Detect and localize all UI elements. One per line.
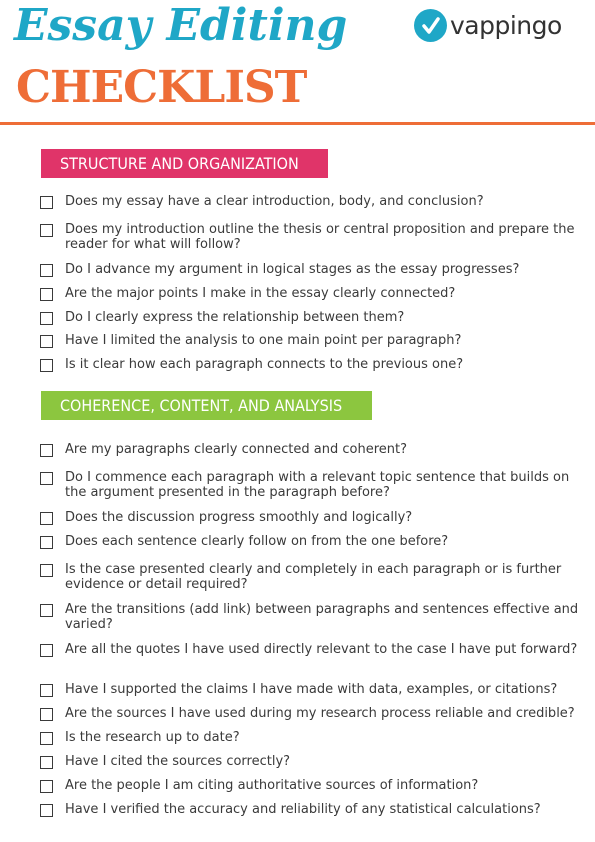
item-text: Does the discussion progress smoothly and logically? [65,510,413,525]
checkbox[interactable] [40,684,53,697]
section-heading-coherence: COHERENCE, CONTENT, AND ANALYSIS [41,391,372,420]
checkbox[interactable] [40,444,53,457]
checklist-item[interactable] [40,333,580,348]
checklist-item[interactable] [40,442,580,457]
checkbox[interactable] [40,196,53,209]
header-divider [0,122,595,125]
item-text: Have I limited the analysis to one main point per paragraph? [65,333,462,348]
item-text: Have I verified the accuracy and reliability of any statistical calculations? [65,802,541,817]
checklist-item[interactable] [40,286,580,301]
checklist-item[interactable] [40,754,580,769]
title-essay-editing: Essay Editing [14,0,348,51]
item-text: Is the research up to date? [65,730,240,745]
vappingo-logo [414,9,562,42]
item-text: Are the major points I make in the essay clearly connected? [65,286,456,301]
logo-text: vappingo [450,11,562,40]
checkbox[interactable] [40,224,53,237]
item-text: Does my introduction outline the thesis or central proposition and prepare the reader for what will follow? [65,222,575,252]
checklist-item[interactable] [40,778,580,793]
checkbox[interactable] [40,756,53,769]
checkbox[interactable] [40,780,53,793]
checkbox[interactable] [40,708,53,721]
checkbox[interactable] [40,312,53,325]
checklist-item[interactable] [40,310,580,325]
checkbox[interactable] [40,564,53,577]
item-text: Are the transitions (add link) between paragraphs and sentences effective and varied? [65,602,579,632]
checkmark-icon [414,9,447,42]
section-heading-structure: STRUCTURE AND ORGANIZATION [41,149,328,178]
checklist-item[interactable] [40,510,580,525]
item-text: Do I advance my argument in logical stages as the essay progresses? [65,262,520,277]
checkbox[interactable] [40,335,53,348]
checkbox[interactable] [40,512,53,525]
item-text: Do I clearly express the relationship between them? [65,310,405,325]
checkbox[interactable] [40,604,53,617]
checklist-item[interactable] [40,802,580,817]
checklist-item[interactable] [40,262,580,277]
checklist-item[interactable] [40,682,580,697]
checklist-item[interactable] [40,562,580,592]
checklist-item[interactable] [40,730,580,745]
checkbox[interactable] [40,264,53,277]
item-text: Are my paragraphs clearly connected and coherent? [65,442,407,457]
checkbox[interactable] [40,536,53,549]
checklist-item[interactable] [40,470,580,500]
checkbox[interactable] [40,644,53,657]
item-text: Do I commence each paragraph with a relevant topic sentence that builds on the argument presented in the paragraph before? [65,470,570,500]
item-text: Have I cited the sources correctly? [65,754,291,769]
item-text: Does each sentence clearly follow on from the one before? [65,534,449,549]
item-text: Have I supported the claims I have made with data, examples, or citations? [65,682,558,697]
checklist-item[interactable] [40,194,580,209]
checklist-item[interactable] [40,357,580,372]
checkbox[interactable] [40,472,53,485]
item-text: Is the case presented clearly and completely in each paragraph or is further evidence or detail required? [65,562,562,592]
item-text: Is it clear how each paragraph connects to the previous one? [65,357,464,372]
checklist-item[interactable] [40,706,580,721]
checkbox[interactable] [40,288,53,301]
checkbox[interactable] [40,359,53,372]
checkbox[interactable] [40,732,53,745]
checklist-item[interactable] [40,602,580,632]
checklist-item[interactable] [40,642,580,657]
item-text: Are the people I am citing authoritative sources of information? [65,778,479,793]
checkbox[interactable] [40,804,53,817]
item-text: Are all the quotes I have used directly relevant to the case I have put forward? [65,642,578,657]
checklist-item[interactable] [40,534,580,549]
checklist-item[interactable] [40,222,580,252]
item-text: Does my essay have a clear introduction, body, and conclusion? [65,194,484,209]
item-text: Are the sources I have used during my research process reliable and credible? [65,706,575,721]
title-checklist: CHECKLIST [16,62,307,113]
